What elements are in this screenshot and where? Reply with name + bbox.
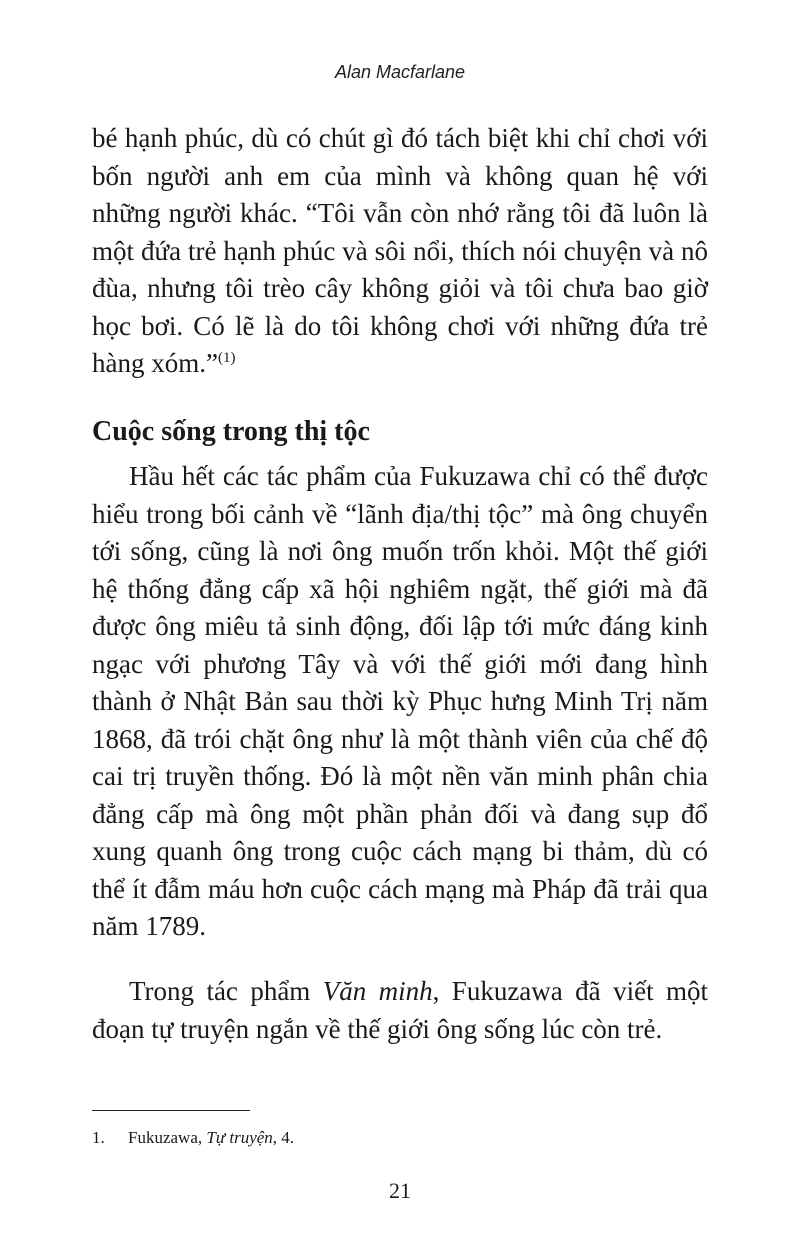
running-header-author: Alan Macfarlane bbox=[334, 62, 466, 82]
footnote-rest: , 4. bbox=[272, 1128, 295, 1147]
section-heading: Cuộc sống trong thị tộc bbox=[92, 416, 370, 447]
paragraph-text-before: Trong tác phẩm bbox=[129, 976, 323, 1006]
footnote bbox=[92, 1126, 294, 1150]
book-title-italic: Văn minh bbox=[322, 976, 433, 1006]
footnote-divider bbox=[92, 1110, 250, 1111]
paragraph-main bbox=[92, 458, 708, 946]
footnote-number: 1. bbox=[92, 1128, 105, 1147]
footnote-author: Fukuzawa, bbox=[128, 1128, 207, 1147]
paragraph-text-after: , Fukuzawa đã viết một đoạn tự truyện ngắn về thế giới ông sống lúc còn trẻ. bbox=[92, 976, 708, 1044]
footnote-reference[interactable]: (1) bbox=[217, 350, 236, 366]
footnote-title: Tự truyện bbox=[206, 1128, 273, 1147]
paragraph-text: bé hạnh phúc, dù có chút gì đó tách biệt khi chỉ chơi với bốn người anh em của mình và không quan hệ với những người khác. “Tôi vẫn còn nhớ rằng tôi đã luôn là một đứa trẻ hạnh phúc và sôi nổi, thích nói chuyện và nô đùa, nhưng tôi trèo cây không giỏi và tôi chưa bao giờ học bơi. Có lẽ là do tôi không chơi với những đứa trẻ hàng xóm.” bbox=[92, 123, 708, 378]
paragraph-closing bbox=[92, 973, 708, 1048]
page-number: 21 bbox=[389, 1178, 411, 1203]
paragraph-continuation bbox=[92, 120, 708, 383]
paragraph-text: Hầu hết các tác phẩm của Fukuzawa chỉ có thể được hiểu trong bối cảnh về “lãnh địa/thị tộc” mà ông chuyển tới sống, cũng là nơi ông muốn trốn khỏi. Một thế giới hệ thống đẳng cấp xã hội nghiêm ngặt, thế giới mà đã được ông miêu tả sinh động, đối lập tới mức đáng kinh ngạc với phương Tây và với thế giới mới đang hình thành ở Nhật Bản sau thời kỳ Phục hưng Minh Trị năm 1868, đã trói chặt ông như là một thành viên của chế độ cai trị truyền thống. Đó là một nền văn minh phân chia đẳng cấp mà ông một phần phản đối và đang sụp đổ xung quanh ông trong cuộc cách mạng bi thảm, dù có thể ít đẫm máu hơn cuộc cách mạng mà Pháp đã trải qua năm 1789. bbox=[92, 461, 708, 941]
